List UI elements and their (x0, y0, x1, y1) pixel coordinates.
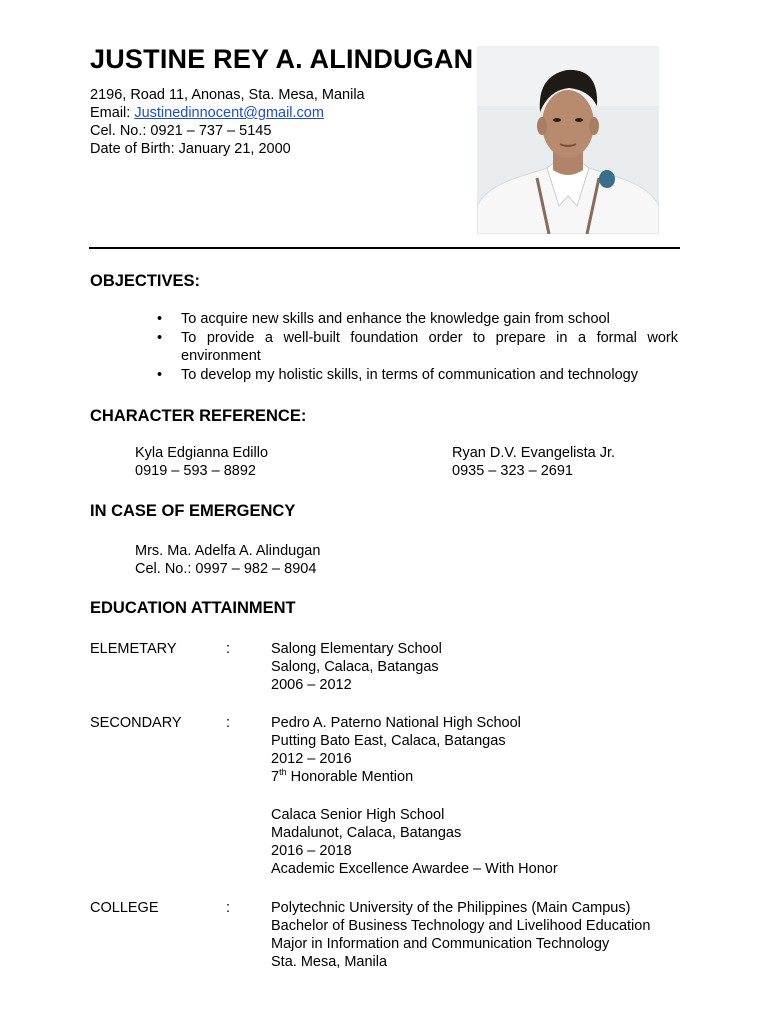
elementary-label: ELEMETARY (90, 641, 177, 657)
list-item: • To acquire new skills and enhance the knowledge gain from school (157, 311, 610, 327)
bullet-icon: • (157, 329, 163, 346)
email-label: Email: (90, 105, 135, 121)
email-line (90, 104, 365, 122)
profile-photo (477, 46, 659, 234)
emergency-heading: IN CASE OF EMERGENCY (90, 502, 296, 520)
date-of-birth: Date of Birth: January 21, 2000 (90, 141, 291, 157)
list-item: • To develop my holistic skills, in terms of communication and technology (157, 366, 638, 383)
reference-name: Kyla Edgianna Edillo (135, 445, 269, 461)
reference-1 (135, 444, 268, 480)
college-label: COLLEGE (90, 900, 159, 916)
phone: Cel. No.: 0921 – 737 – 5145 (90, 123, 272, 139)
profile-photo-image (477, 46, 659, 234)
reference-phone: 0919 – 593 – 8892 (135, 463, 256, 479)
bullet-icon: • (157, 366, 163, 383)
reference-phone: 0935 – 323 – 2691 (452, 463, 573, 479)
elementary-details: Salong Elementary School Salong, Calaca, Batangas 2006 – 2012 (271, 641, 442, 693)
address: 2196, Road 11, Anonas, Sta. Mesa, Manila (90, 87, 365, 103)
college-colon: : (226, 900, 231, 916)
objectives-heading: OBJECTIVES: (90, 272, 201, 290)
bullet-icon: • (157, 311, 163, 327)
contact-block (90, 86, 365, 158)
secondary-label: SECONDARY (90, 715, 182, 731)
emergency-name: Mrs. Ma. Adelfa A. Alindugan (135, 543, 321, 559)
reference-heading: CHARACTER REFERENCE: (90, 407, 307, 425)
secondary-details: Pedro A. Paterno National High School Putting Bato East, Calaca, Batangas 2012 – 2016 7th Honorable Mention (271, 715, 521, 785)
header-divider (89, 247, 680, 249)
college-details: Polytechnic University of the Philippines (Main Campus) Bachelor of Business Technology and Livelihood Education Major in Information and Communication Technology Sta. Mesa, Manila (271, 900, 651, 970)
reference-2 (452, 444, 615, 480)
senior-high-details: Calaca Senior High School Madalunot, Calaca, Batangas 2016 – 2018 Academic Excellence Awardee – With Honor (271, 807, 558, 877)
honor-line: 7th Honorable Mention (271, 767, 414, 785)
emergency-contact (135, 542, 320, 578)
elementary-colon: : (226, 641, 231, 657)
email-link[interactable]: Justinedinnocent@gmail.com (134, 105, 324, 121)
emergency-phone: Cel. No.: 0997 – 982 – 8904 (135, 561, 317, 577)
education-heading: EDUCATION ATTAINMENT (90, 599, 296, 617)
secondary-colon: : (226, 715, 231, 731)
list-item: • To provide a well-built foundation order to prepare in a formal work environment (157, 329, 678, 364)
reference-name: Ryan D.V. Evangelista Jr. (452, 445, 616, 461)
objectives-list (135, 310, 678, 384)
applicant-name: JUSTINE REY A. ALINDUGAN (90, 44, 474, 74)
